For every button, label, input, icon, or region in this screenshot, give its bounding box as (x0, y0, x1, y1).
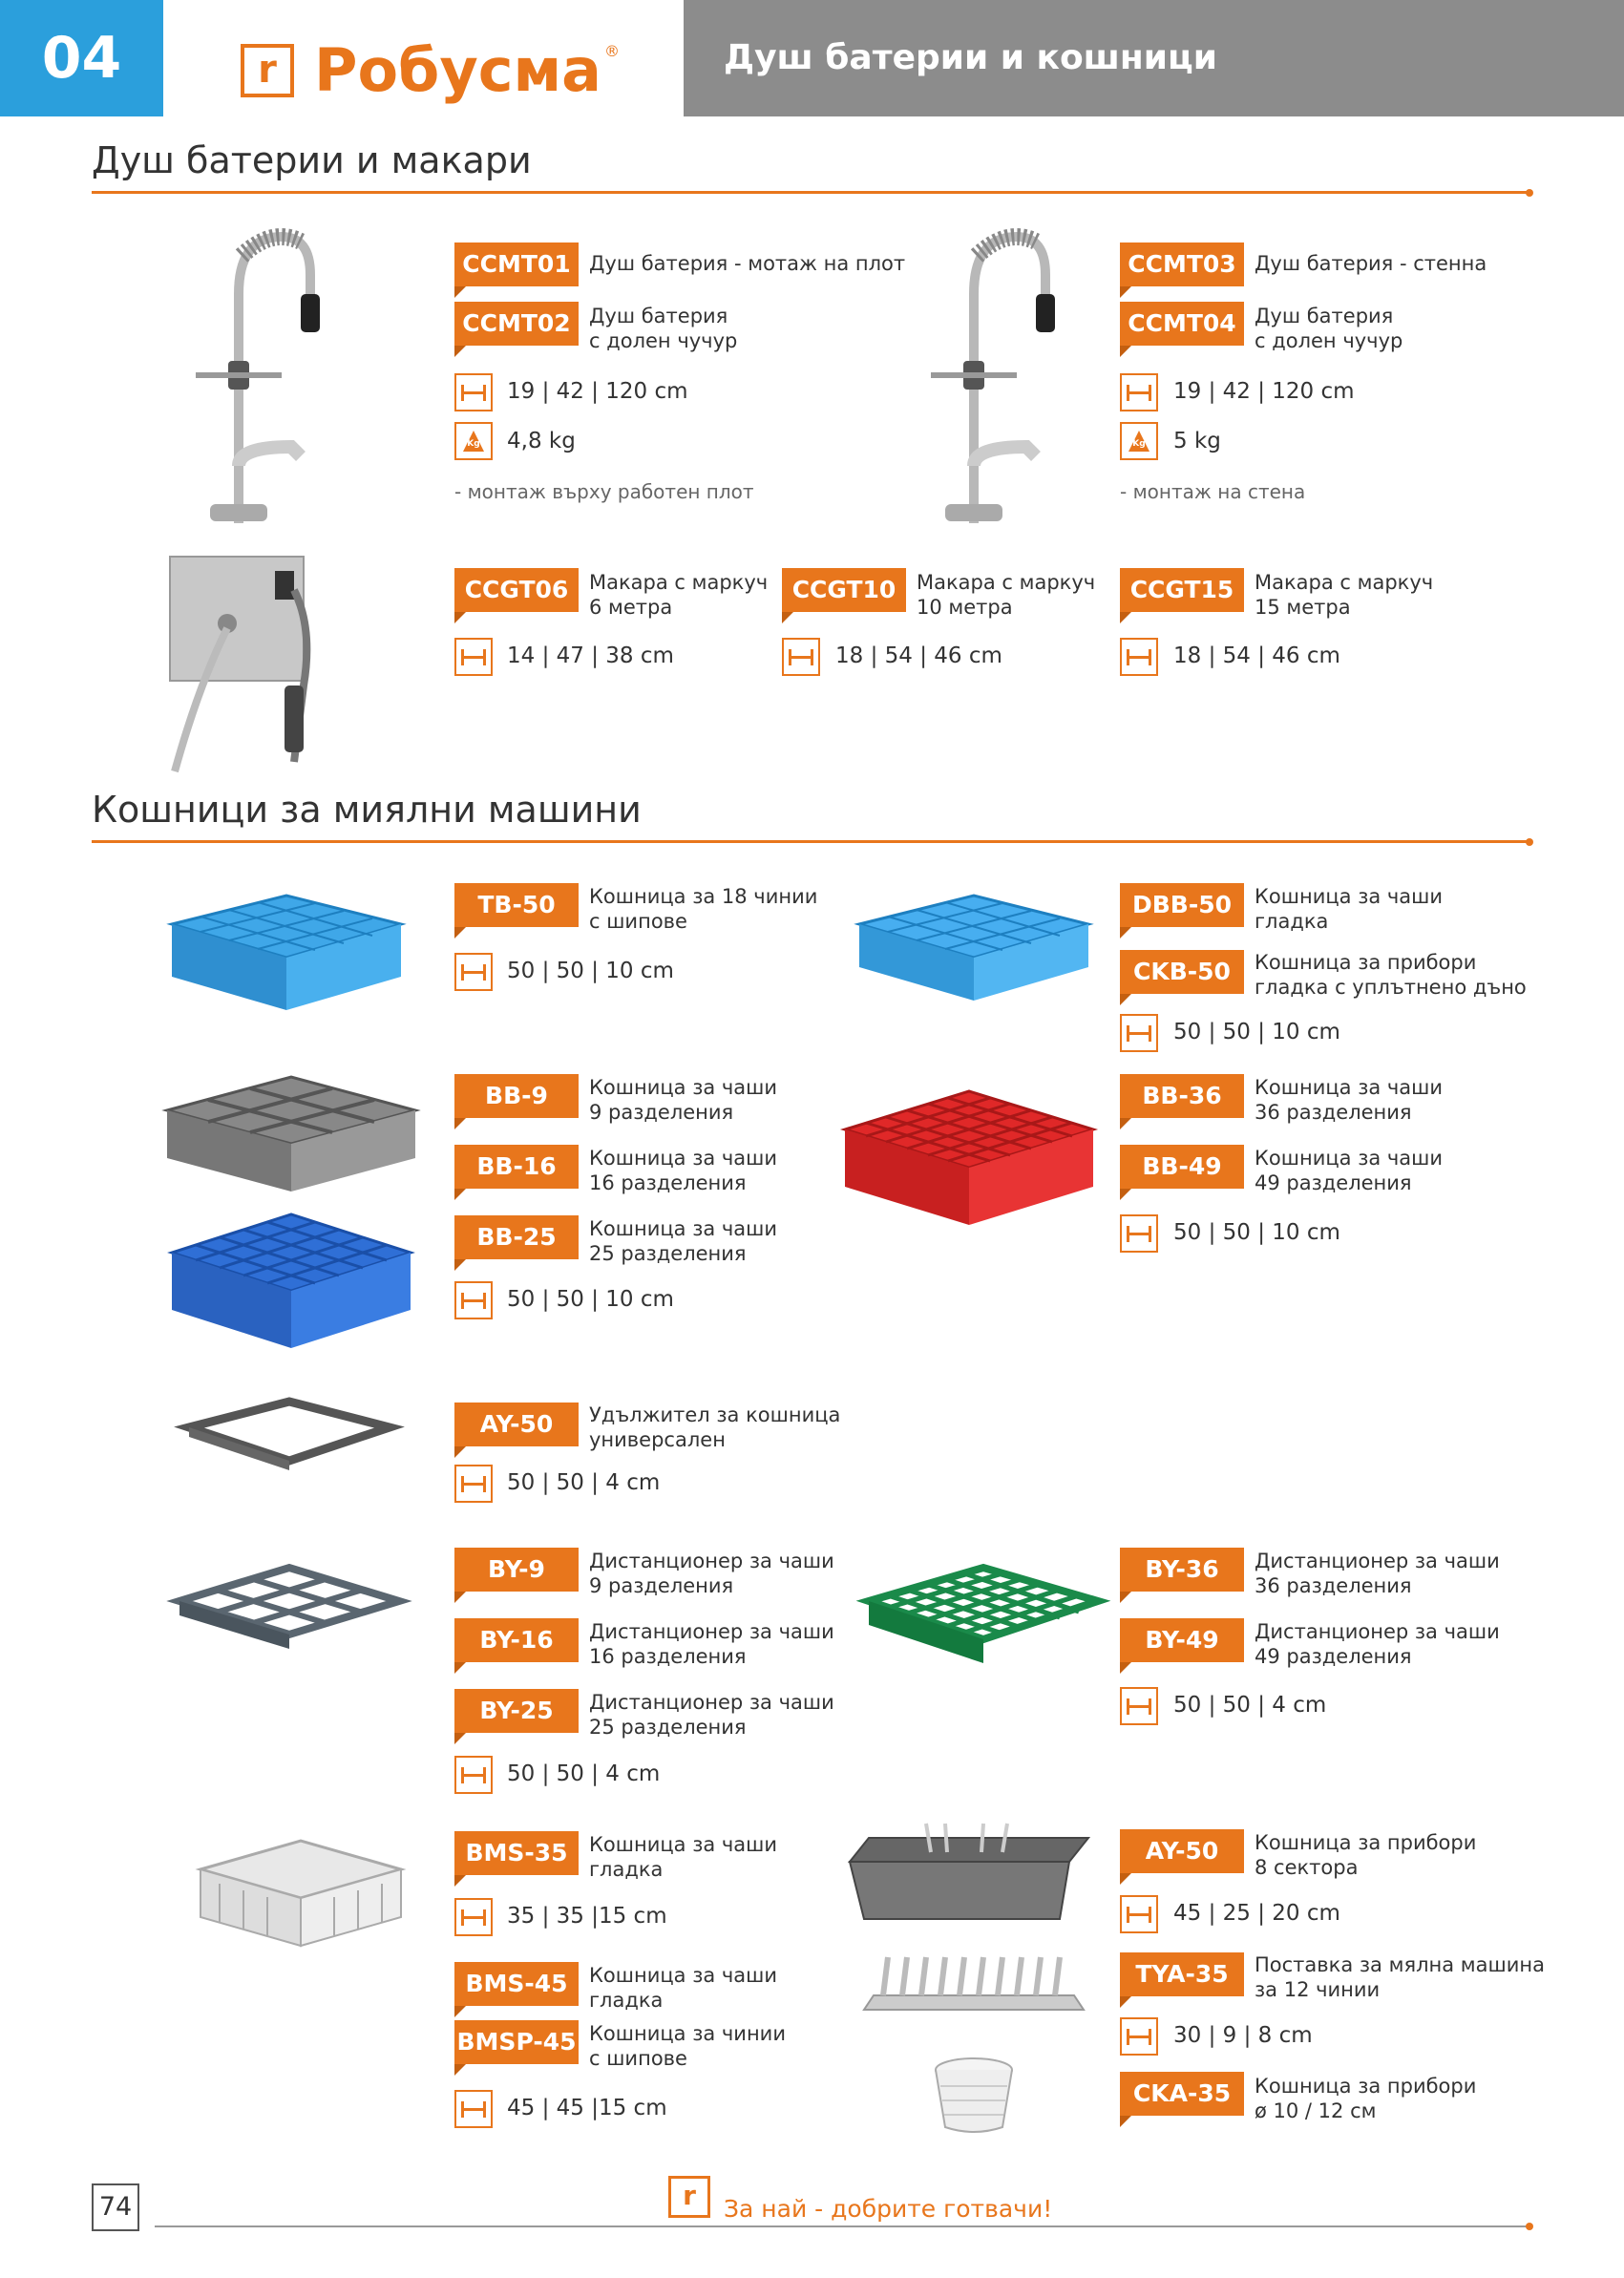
desc-ay50b-line2: 8 сектора (1255, 1856, 1359, 1879)
desc-ccmt03: Душ батерия - стенна (1255, 252, 1487, 275)
desc-ccgt10-line1: Макара с маркуч (917, 571, 1096, 594)
code-tag-tb50: TB-50 (454, 883, 579, 927)
cutlery-cup-cka35-illustration (926, 2053, 1022, 2139)
code-tag-ay50: AY-50 (454, 1403, 579, 1446)
section-rule (92, 840, 1531, 843)
desc-bb9-line1: Кошница за чаши (589, 1076, 778, 1099)
desc-ccgt10-line2: 10 метра (917, 596, 1013, 619)
code-tag-bms35: BMS-35 (454, 1831, 579, 1875)
code-tag-bb9: BB-9 (454, 1074, 579, 1118)
code-tag-by16: BY-16 (454, 1618, 579, 1662)
header-bar (684, 0, 1624, 116)
desc-tya35-line1: Поставка за мялна машина (1255, 1953, 1545, 1976)
code-tag-ccmt03: CCMT03 (1120, 243, 1244, 286)
basket-bb36-red-illustration (835, 1082, 1103, 1234)
desc-ay50b-line1: Кошница за прибори (1255, 1831, 1477, 1854)
basket-tb50-illustration (162, 886, 411, 1020)
desc-by16-line1: Дистанционер за чаши (589, 1620, 834, 1643)
dims-bb-left: 50 | 50 | 10 cm (507, 1287, 674, 1312)
dimension-arrows-icon (454, 2090, 493, 2128)
code-tag-bb16: BB-16 (454, 1145, 579, 1189)
desc-ccmt02-line1: Душ батерия (589, 305, 728, 327)
shower-faucet-illustration (158, 218, 320, 542)
desc-bmsp45-line1: Кошница за чинии (589, 2022, 786, 2045)
dims-tb50: 50 | 50 | 10 cm (507, 959, 674, 983)
code-tag-bmsp45: BMSP-45 (454, 2020, 579, 2064)
dims-ccmt03-04: 19 | 42 | 120 cm (1173, 379, 1355, 404)
dimension-arrows-icon (1120, 373, 1158, 411)
desc-ay50-line1: Удължител за кошница (589, 1403, 841, 1426)
desc-by36-line2: 36 разделения (1255, 1574, 1412, 1597)
footer-logo-mark-icon: r (668, 2176, 710, 2218)
code-tag-by25: BY-25 (454, 1689, 579, 1733)
dims-ccgt15: 18 | 54 | 46 cm (1173, 643, 1340, 668)
dims-ay50b: 45 | 25 | 20 cm (1173, 1901, 1340, 1926)
logo-text: Робусма (314, 35, 602, 105)
rule-end-dot (1526, 189, 1533, 197)
spacer-by36-green-illustration (859, 1558, 1107, 1701)
code-tag-ccgt15: CCGT15 (1120, 568, 1244, 612)
shower-faucet-wall-illustration (893, 218, 1055, 542)
dimension-arrows-icon (454, 953, 493, 991)
desc-bb36-line1: Кошница за чаши (1255, 1076, 1444, 1099)
dims-ccmt01-02: 19 | 42 | 120 cm (507, 379, 688, 404)
extender-ay50-illustration (179, 1394, 399, 1480)
desc-bms35-line1: Кошница за чаши (589, 1833, 778, 1856)
basket-bb25-blue-illustration (162, 1205, 420, 1358)
desc-by49-line2: 49 разделения (1255, 1645, 1412, 1668)
code-tag-by9: BY-9 (454, 1548, 579, 1592)
dimension-arrows-icon (1120, 1687, 1158, 1725)
desc-ccmt04-line2: с долен чучур (1255, 329, 1403, 352)
rule-end-dot (1526, 2223, 1533, 2230)
dimension-arrows-icon (454, 1898, 493, 1936)
dimension-arrows-icon (1120, 2017, 1158, 2056)
desc-cka35-line1: Кошница за прибори (1255, 2075, 1477, 2098)
desc-by25-line1: Дистанционер за чаши (589, 1691, 834, 1714)
dimension-arrows-icon (1120, 1014, 1158, 1052)
code-tag-bb36: BB-36 (1120, 1074, 1244, 1118)
dims-by-left: 50 | 50 | 4 cm (507, 1761, 661, 1786)
code-tag-ckb50: CKB-50 (1120, 950, 1244, 994)
desc-ay50-line2: универсален (589, 1428, 726, 1451)
note-ccmt03-04: - монтаж на стена (1120, 480, 1306, 503)
registered-mark: ® (604, 42, 620, 60)
desc-bb25-line1: Кошница за чаши (589, 1217, 778, 1240)
desc-tb50-line2: с шипове (589, 910, 687, 933)
page-number: 74 (92, 2183, 139, 2231)
desc-by9-line1: Дистанционер за чаши (589, 1550, 834, 1572)
page-title: Душ батерии и кошници (724, 38, 1217, 77)
footer-slogan: За най - добрите готвачи! (724, 2195, 1053, 2223)
note-ccmt01-02: - монтаж върху работен плот (454, 480, 754, 503)
desc-dbb50-line1: Кошница за чаши (1255, 885, 1444, 908)
desc-by25-line2: 25 разделения (589, 1716, 747, 1739)
weight-ccmt03-04: 5 kg (1173, 429, 1221, 453)
code-tag-ccmt01: CCMT01 (454, 243, 579, 286)
desc-ccmt02-line2: с долен чучур (589, 329, 738, 352)
desc-bb16-line2: 16 разделения (589, 1171, 747, 1194)
code-tag-bb25: BB-25 (454, 1215, 579, 1259)
desc-ckb50-line2: гладка с уплътнено дъно (1255, 976, 1527, 999)
desc-dbb50-line2: гладка (1255, 910, 1329, 933)
code-tag-bb49: BB-49 (1120, 1145, 1244, 1189)
code-tag-ccmt02: CCMT02 (454, 302, 579, 346)
weight-kg-icon: Kg (1120, 422, 1158, 460)
code-tag-cka35: CKA-35 (1120, 2072, 1244, 2116)
weight-kg-icon: Kg (454, 422, 493, 460)
desc-tya35-line2: за 12 чинии (1255, 1978, 1381, 2001)
dimension-arrows-icon (454, 1465, 493, 1503)
spacer-by9-illustration (170, 1558, 409, 1692)
desc-cka35-line2: ø 10 / 12 см (1255, 2099, 1377, 2122)
desc-ccgt06-line1: Макара с маркуч (589, 571, 769, 594)
desc-by36-line1: Дистанционер за чаши (1255, 1550, 1500, 1572)
dims-dbb-ckb: 50 | 50 | 10 cm (1173, 1020, 1340, 1044)
dims-ccgt10: 18 | 54 | 46 cm (835, 643, 1002, 668)
desc-ccgt15-line1: Макара с маркуч (1255, 571, 1434, 594)
code-tag-by36: BY-36 (1120, 1548, 1244, 1592)
section-number: 04 (0, 0, 163, 116)
desc-bms35-line2: гладка (589, 1858, 664, 1881)
code-tag-ccmt04: CCMT04 (1120, 302, 1244, 346)
desc-tb50-line1: Кошница за 18 чинии (589, 885, 818, 908)
dims-bms45: 45 | 45 |15 cm (507, 2096, 667, 2120)
dimension-arrows-icon (1120, 1895, 1158, 1933)
dimension-arrows-icon (454, 373, 493, 411)
dimension-arrows-icon (454, 638, 493, 676)
desc-bms45-line2: гладка (589, 1989, 664, 2012)
code-tag-by49: BY-49 (1120, 1618, 1244, 1662)
plate-rack-tya35-illustration (859, 1952, 1088, 2019)
code-tag-ccgt06: CCGT06 (454, 568, 579, 612)
code-tag-tya35: TYA-35 (1120, 1952, 1244, 1996)
code-tag-ccgt10: CCGT10 (782, 568, 906, 612)
dims-bb-right: 50 | 50 | 10 cm (1173, 1220, 1340, 1245)
dims-ccgt06: 14 | 47 | 38 cm (507, 643, 674, 668)
dims-tya35: 30 | 9 | 8 cm (1173, 2023, 1313, 2048)
desc-ccgt15-line2: 15 метра (1255, 596, 1351, 619)
dimension-arrows-icon (782, 638, 820, 676)
desc-ccgt06-line2: 6 метра (589, 596, 673, 619)
desc-ckb50-line1: Кошница за прибори (1255, 951, 1477, 974)
desc-bb36-line2: 36 разделения (1255, 1101, 1412, 1124)
cutlery-basket-illustration (840, 1824, 1098, 1938)
desc-by16-line2: 16 разделения (589, 1645, 747, 1668)
code-tag-bms45: BMS-45 (454, 1962, 579, 2006)
section-title-showers: Душ батерии и макари (92, 139, 532, 181)
footer-rule (155, 2225, 1529, 2227)
brand-logo (163, 0, 684, 116)
desc-bb9-line2: 9 разделения (589, 1101, 734, 1124)
desc-ccmt04-line1: Душ батерия (1255, 305, 1394, 327)
desc-bmsp45-line2: с шипове (589, 2047, 687, 2070)
dimension-arrows-icon (1120, 1214, 1158, 1253)
desc-bms45-line1: Кошница за чаши (589, 1964, 778, 1987)
desc-ccmt01: Душ батерия - мотаж на плот (589, 252, 906, 275)
code-tag-dbb50: DBB-50 (1120, 883, 1244, 927)
dimension-arrows-icon (454, 1756, 493, 1794)
desc-bb49-line1: Кошница за чаши (1255, 1147, 1444, 1170)
basket-dbb50-illustration (850, 886, 1098, 1010)
dimension-arrows-icon (1120, 638, 1158, 676)
section-title-dishwasher-baskets: Кошници за миялни машини (92, 789, 642, 831)
desc-bb49-line2: 49 разделения (1255, 1171, 1412, 1194)
dims-by-right: 50 | 50 | 4 cm (1173, 1693, 1327, 1718)
dims-bms35: 35 | 35 |15 cm (507, 1904, 667, 1929)
section-rule (92, 191, 1531, 194)
basket-bms35-illustration (191, 1831, 411, 1955)
desc-bb16-line1: Кошница за чаши (589, 1147, 778, 1170)
dims-ay50: 50 | 50 | 4 cm (507, 1470, 661, 1495)
basket-bb9-grey-illustration (158, 1067, 425, 1201)
rule-end-dot (1526, 838, 1533, 846)
weight-ccmt01-02: 4,8 kg (507, 429, 576, 453)
code-tag-ay50-cutlery: AY-50 (1120, 1829, 1244, 1873)
desc-bb25-line2: 25 разделения (589, 1242, 747, 1265)
hose-reel-illustration (160, 552, 313, 776)
desc-by49-line1: Дистанционер за чаши (1255, 1620, 1500, 1643)
logo-mark-icon: r (241, 44, 294, 97)
dimension-arrows-icon (454, 1281, 493, 1319)
desc-by9-line2: 9 разделения (589, 1574, 734, 1597)
